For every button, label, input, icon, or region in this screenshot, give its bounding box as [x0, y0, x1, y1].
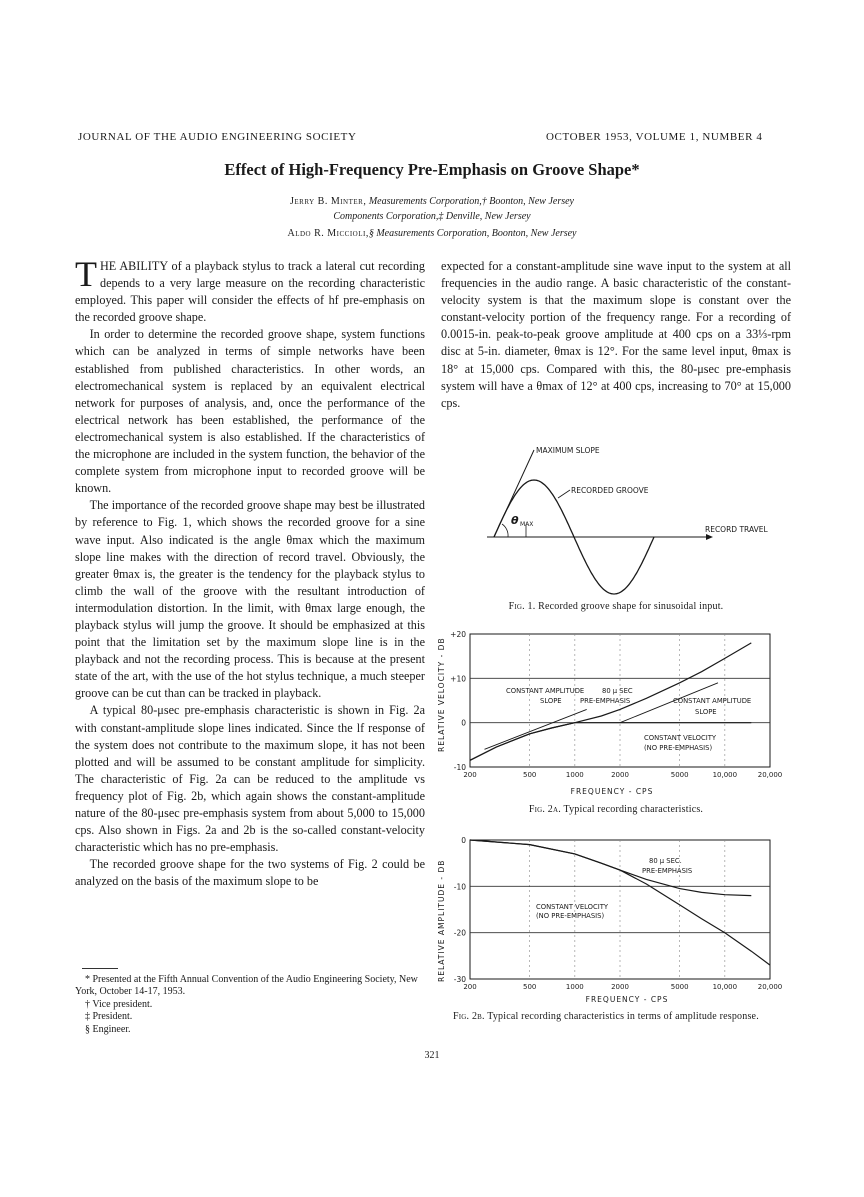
- fig2b-caption: Fig. 2b. Typical recording characteristics in terms of amplitude response.: [453, 1011, 759, 1022]
- left-column: [75, 254, 425, 890]
- fig1-caption: Fig. 1. Recorded groove shape for sinusoidal input.: [508, 601, 724, 612]
- arrow-icon: [706, 534, 713, 540]
- paragraph-right-1: expected for a constant-amplitude sine wave input to the system at all frequencies in the audio range. A basic characteristic of the constant-velocity system is that the maximum slope is constant over the constant-velocity portion of the frequency range. For a recording of 0.0015-in. peak-to-peak groove amplitude at 400 cps on a 33⅓-rpm disc at 5-in. diameter, θmax is 12°. For the same level input, θmax is 18° at 15,000 cps. Compared with this, the 80-μsec pre-emphasis system will have a θmax of 12° at 400 cps, increasing to 70° at 15,000 cps.: [441, 259, 791, 410]
- ca-slope-label-1: CONSTANT AMPLITUDE: [506, 687, 585, 695]
- footnotes: [75, 974, 425, 1036]
- author-1-affil: Measurements Corporation,† Boonton, New Jersey: [366, 196, 574, 207]
- cv-label-2: (NO PRE-EMPHASIS): [644, 744, 713, 752]
- series-line: [470, 840, 751, 896]
- author-1: [0, 196, 864, 207]
- journal-name: JOURNAL OF THE AUDIO ENGINEERING SOCIETY: [78, 131, 357, 143]
- article-title: Effect of High-Frequency Pre-Emphasis on Groove Shape*: [224, 160, 640, 179]
- y-tick-label: -10: [453, 763, 466, 772]
- theta-subscript: MAX: [520, 521, 534, 528]
- x-tick-label: 2000: [611, 771, 629, 779]
- x-axis-label: FREQUENCY - CPS: [585, 995, 669, 1004]
- y-tick-label: -20: [453, 928, 466, 938]
- fig1-groove-diagram: [470, 438, 790, 598]
- y-tick-label: +20: [450, 630, 466, 639]
- author-2-affil: Components Corporation,‡ Denville, New Jersey: [333, 211, 531, 222]
- x-tick-label: 5000: [670, 771, 689, 779]
- x-tick-label: 500: [523, 983, 537, 991]
- y-tick-label: -10: [453, 882, 466, 892]
- leader-line: [558, 490, 570, 498]
- author-3-affil: § Measurements Corporation, Boonton, New Jersey: [368, 228, 577, 239]
- page-number: 321: [424, 1050, 440, 1061]
- series-line: [485, 709, 587, 749]
- author-1-name: Jerry B. Minter,: [289, 196, 367, 207]
- paragraph-1: THE ABILITY of a playback stylus to track a lateral cut recording depends to a very large measure on the recording characteristic employed. This paper will consider the effects of hf pre-emphasis on the recorded groove shape.: [75, 254, 425, 325]
- pe-label-2: PRE-EMPHASIS: [580, 697, 631, 705]
- x-tick-label: 2000: [611, 983, 629, 991]
- recorded-groove-label: RECORDED GROOVE: [571, 486, 649, 495]
- x-axis-label: FREQUENCY - CPS: [570, 787, 654, 796]
- cv-label-2: (NO PRE-EMPHASIS): [536, 912, 605, 920]
- dropcap: T: [75, 254, 97, 294]
- y-tick-label: 0: [461, 836, 466, 845]
- record-travel-label: RECORD TRAVEL: [705, 525, 768, 534]
- cv-label-1: CONSTANT VELOCITY: [644, 734, 717, 742]
- author-3: [0, 228, 864, 239]
- y-tick-label: +10: [450, 674, 466, 684]
- x-tick-label: 20,000: [757, 983, 783, 991]
- paragraph-5: The recorded groove shape for the two systems of Fig. 2 could be analyzed on the basis of the maximum slope to be: [75, 857, 425, 889]
- x-tick-label: 200: [463, 983, 477, 991]
- max-slope-label: MAXIMUM SLOPE: [536, 446, 600, 455]
- fig2a-chart: [432, 626, 792, 802]
- y-axis-label: RELATIVE AMPLITUDE - DB: [437, 859, 446, 982]
- footnote: * Presented at the Fifth Annual Convention of the Audio Engineering Society, New York, October 14-17, 1953.: [75, 974, 418, 998]
- footnote-rule: [82, 968, 118, 969]
- paragraph-2: In order to determine the recorded groove shape, system functions which can be analyzed in terms of simple networks have been established from published characteristics. In other words, an electromechanical system is replaced by an equivalent electrical network for purposes of analysis, and, once the performance of the electrical network has been established, the performance of the electromechanical system is also established. If the characteristics of the microphone are included in the system function, the behavior of the complete system from microphone input to recorded groove will be known.: [75, 327, 425, 496]
- paragraph-3: The importance of the recorded groove shape may best be illustrated by reference to Fig. 1, which shows the recorded groove for a sine wave input. Also indicated is the angle θmax which the maximum slope line makes with the direction of record travel. Obviously, the greater θmax is, the greater is the tendency for the playback stylus to climb the wall of the groove with the resultant introduction of intermodulation distortion. In the limit, with θmax large enough, the playback stylus will jump the groove. It should be emphasized at this point that the limitation set by the maximum slope line is in the playback and not the recording process. This is because at the present state of the art, with the use of the hot stylus technique, a much steeper groove can be cut than can be tracked in playback.: [75, 498, 425, 701]
- ca2-label-2: SLOPE: [695, 708, 717, 716]
- y-tick-label: 0: [461, 718, 466, 728]
- y-axis-label: RELATIVE VELOCITY - DB: [437, 637, 446, 752]
- right-column: [441, 258, 791, 412]
- x-tick-label: 200: [463, 771, 477, 779]
- cv-label-1: CONSTANT VELOCITY: [536, 903, 609, 911]
- issue-info: OCTOBER 1953, VOLUME 1, NUMBER 4: [546, 131, 763, 143]
- pe-label-1: 80 μ SEC.: [649, 857, 682, 865]
- footnote: † Vice president.: [85, 998, 153, 1010]
- footnote: ‡ President.: [85, 1011, 133, 1023]
- grid: [470, 840, 770, 979]
- ca-slope-label-2: SLOPE: [540, 697, 562, 705]
- author-2: [0, 211, 864, 222]
- paragraph-4: A typical 80-μsec pre-emphasis characteristic is shown in Fig. 2a with constant-amplitude slope lines indicated. Since the lf response of the system does not contribute to the maximum slope, it has not been plotted and will be assumed to be constant amplitude for simplicity. The characteristic of Fig. 2a can be reduced to the amplitude vs frequency plot of Fig. 2b, which again shows the constant-amplitude nature of the 80-μsec pre-emphasis system from about 5,000 to 15,000 cps. Also shown in Figs. 2a and 2b is the so-called constant-velocity characteristic which has no pre-emphasis.: [75, 703, 425, 855]
- x-tick-label: 20,000: [757, 771, 783, 779]
- pe-label-1: 80 μ SEC: [602, 687, 633, 695]
- y-tick-label: -30: [453, 975, 466, 984]
- tick-labels: [454, 836, 783, 991]
- author-3-name: Aldo R. Miccioli,: [287, 228, 369, 239]
- x-tick-label: 10,000: [712, 983, 738, 991]
- x-tick-label: 5000: [670, 983, 689, 991]
- footnote: § Engineer.: [85, 1023, 131, 1035]
- fig2a-caption: Fig. 2a. Typical recording characteristics.: [528, 804, 704, 815]
- x-tick-label: 500: [523, 771, 537, 779]
- pe-label-2: PRE-EMPHASIS: [642, 867, 693, 875]
- fig2b-chart: [432, 832, 792, 1008]
- ca2-label-1: CONSTANT AMPLITUDE: [673, 697, 752, 705]
- x-tick-label: 1000: [565, 771, 584, 779]
- theta-arc: [502, 524, 508, 537]
- theta-symbol: θ: [511, 514, 519, 527]
- x-tick-label: 1000: [565, 983, 584, 991]
- x-tick-label: 10,000: [712, 771, 738, 779]
